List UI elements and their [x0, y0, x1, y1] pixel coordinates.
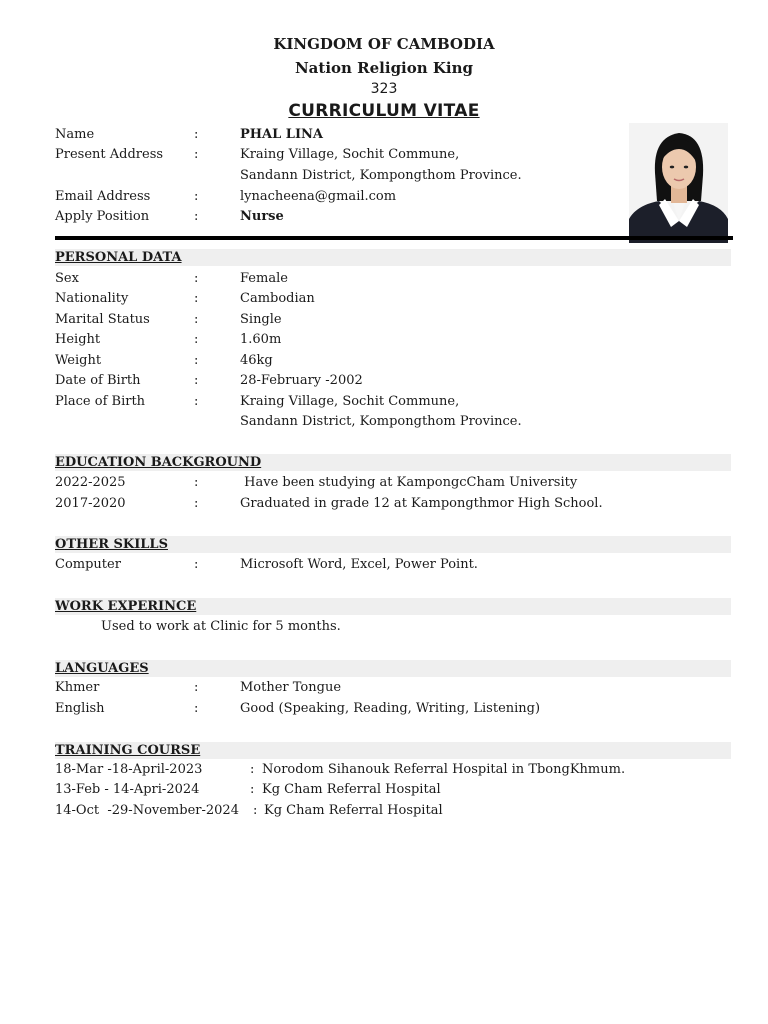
row-value: Single: [240, 312, 282, 327]
country-heading: KINGDOM OF CAMBODIA: [273, 35, 495, 53]
row-value: Have been studying at KampongcCham University: [240, 475, 578, 490]
languages-section-title: LANGUAGES: [55, 661, 149, 676]
separator: :: [194, 291, 199, 306]
separator: :: [194, 271, 199, 286]
work-section-title: WORK EXPERINCE: [55, 599, 197, 614]
row-value: Mother Tongue: [240, 680, 342, 695]
separator: :: [194, 312, 199, 327]
row-label: Place of Birth: [55, 394, 146, 409]
email-label: Email Address: [55, 189, 151, 204]
work-text: Used to work at Clinic for 5 months.: [101, 619, 341, 634]
separator: :: [250, 782, 255, 797]
row-value: Female: [240, 271, 288, 286]
training-date: 14-Oct -29-November-2024: [55, 803, 239, 818]
row-value: 1.60m: [240, 332, 282, 347]
row-value: Good (Speaking, Reading, Writing, Listening): [240, 701, 541, 716]
separator: :: [194, 701, 199, 716]
skills-section-title: OTHER SKILLS: [55, 537, 168, 552]
row-label: English: [55, 701, 105, 716]
address-value-2: Sandann District, Kompongthom Province.: [240, 168, 522, 183]
row-label: Marital Status: [55, 312, 150, 327]
row-label: 2022-2025: [55, 475, 126, 490]
languages-section-bar: [55, 660, 731, 677]
email-value: lynacheena@gmail.com: [240, 189, 397, 204]
name-value: PHAL LINA: [240, 127, 324, 142]
row-label: Weight: [55, 353, 102, 368]
training-place: Kg Cham Referral Hospital: [264, 803, 443, 818]
separator: :: [194, 127, 199, 142]
address-label: Present Address: [55, 147, 164, 162]
profile-photo: [629, 123, 728, 243]
motto-heading: Nation Religion King: [294, 59, 474, 77]
education-section-title: EDUCATION BACKGROUND: [55, 455, 262, 470]
separator: :: [194, 496, 199, 511]
header-divider: [55, 236, 733, 240]
separator: :: [253, 803, 258, 818]
portrait-image: [629, 123, 728, 243]
separator: :: [194, 353, 199, 368]
separator: :: [194, 189, 199, 204]
training-place: Kg Cham Referral Hospital: [262, 782, 441, 797]
row-label: Sex: [55, 271, 79, 286]
row-label: Height: [55, 332, 101, 347]
row-value: Microsoft Word, Excel, Power Point.: [240, 557, 478, 572]
row-value: 46kg: [240, 353, 273, 368]
name-label: Name: [55, 127, 95, 142]
position-label: Apply Position: [55, 209, 150, 224]
separator: :: [250, 762, 255, 777]
training-date: 13-Feb - 14-Apri-2024: [55, 782, 200, 797]
separator: :: [194, 147, 199, 162]
separator: :: [194, 394, 199, 409]
training-place: Norodom Sihanouk Referral Hospital in TbongKhmum.: [262, 762, 626, 777]
row-label: Nationality: [55, 291, 129, 306]
row-label: Computer: [55, 557, 121, 572]
row-value: Graduated in grade 12 at Kampongthmor High School.: [240, 496, 603, 511]
document-number: 323: [370, 81, 398, 97]
row-value-2: Sandann District, Kompongthom Province.: [240, 414, 522, 429]
training-section-title: TRAINING COURSE: [55, 743, 201, 758]
row-value: Cambodian: [240, 291, 315, 306]
address-value: Kraing Village, Sochit Commune,: [240, 147, 460, 162]
row-label: Khmer: [55, 680, 100, 695]
separator: :: [194, 475, 199, 490]
separator: :: [194, 557, 199, 572]
personal-section-title: PERSONAL DATA: [55, 250, 182, 265]
cv-title: CURRICULUM VITAE: [288, 101, 480, 121]
position-value: Nurse: [240, 209, 284, 224]
row-label: 2017-2020: [55, 496, 126, 511]
row-value: Kraing Village, Sochit Commune,: [240, 394, 460, 409]
separator: :: [194, 209, 199, 224]
separator: :: [194, 680, 199, 695]
separator: :: [194, 332, 199, 347]
row-label: Date of Birth: [55, 373, 141, 388]
training-date: 18-Mar -18-April-2023: [55, 762, 203, 777]
row-value: 28-February -2002: [240, 373, 363, 388]
separator: :: [194, 373, 199, 388]
